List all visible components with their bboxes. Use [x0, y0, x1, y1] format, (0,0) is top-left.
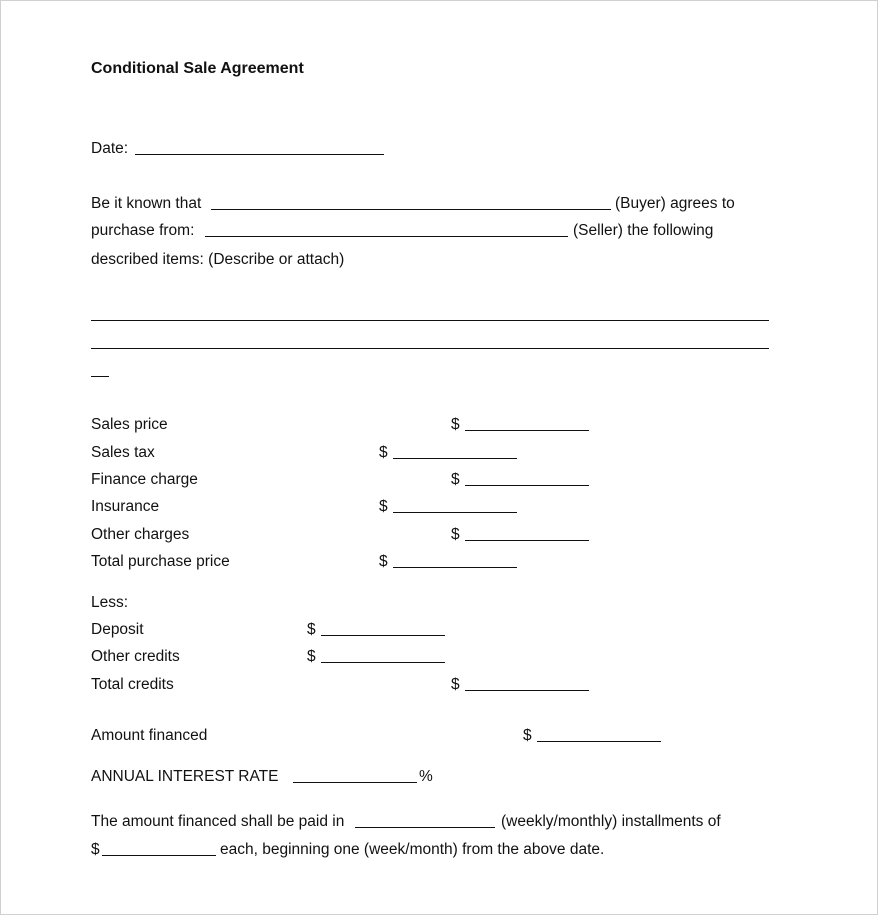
sales-price-field[interactable]: [465, 430, 589, 431]
described-items-text: described items: (Describe or attach): [91, 251, 345, 268]
interest-rate-percent: %: [419, 768, 433, 785]
payment-text-2: (weekly/monthly) installments of: [501, 813, 721, 830]
purchase-from-text: purchase from:: [91, 222, 195, 239]
amount-financed-field[interactable]: [537, 741, 661, 742]
other-charges-field[interactable]: [465, 540, 589, 541]
other-charges-label: Other charges: [91, 526, 190, 543]
insurance-label: Insurance: [91, 498, 160, 515]
installment-dollar: $: [91, 841, 100, 858]
insurance-field[interactable]: [393, 512, 517, 513]
installment-period-field[interactable]: [355, 827, 495, 828]
date-field[interactable]: [135, 154, 384, 155]
sales-tax-field[interactable]: [393, 458, 517, 459]
total-credits-field[interactable]: [465, 690, 589, 691]
be-it-known-text: Be it known that: [91, 195, 202, 212]
total-purchase-price-label: Total purchase price: [91, 553, 230, 570]
interest-rate-field[interactable]: [293, 782, 417, 783]
sales-price-label: Sales price: [91, 416, 168, 433]
sales-tax-label: Sales tax: [91, 444, 155, 461]
less-heading: Less:: [91, 594, 129, 611]
sales-tax-dollar: $: [379, 444, 388, 461]
deposit-label: Deposit: [91, 621, 144, 638]
amount-financed-dollar: $: [523, 727, 532, 744]
total-credits-dollar: $: [451, 676, 460, 693]
finance-charge-field[interactable]: [465, 485, 589, 486]
document-title: Conditional Sale Agreement: [91, 60, 304, 77]
description-line-1[interactable]: [91, 320, 769, 321]
other-charges-dollar: $: [451, 526, 460, 543]
seller-name-field[interactable]: [205, 236, 568, 237]
total-credits-label: Total credits: [91, 676, 174, 693]
amount-financed-label: Amount financed: [91, 727, 208, 744]
interest-rate-label: ANNUAL INTEREST RATE: [91, 768, 279, 785]
other-credits-label: Other credits: [91, 648, 180, 665]
seller-following-text: (Seller) the following: [573, 222, 714, 239]
other-credits-dollar: $: [307, 648, 316, 665]
total-purchase-price-field[interactable]: [393, 567, 517, 568]
deposit-field[interactable]: [321, 635, 445, 636]
sales-price-dollar: $: [451, 416, 460, 433]
insurance-dollar: $: [379, 498, 388, 515]
finance-charge-label: Finance charge: [91, 471, 198, 488]
buyer-agrees-text: (Buyer) agrees to: [615, 195, 735, 212]
description-line-3[interactable]: [91, 376, 109, 377]
description-line-2[interactable]: [91, 348, 769, 349]
total-purchase-price-dollar: $: [379, 553, 388, 570]
installment-amount-field[interactable]: [102, 855, 216, 856]
date-label: Date:: [91, 140, 129, 157]
finance-charge-dollar: $: [451, 471, 460, 488]
buyer-name-field[interactable]: [211, 209, 611, 210]
deposit-dollar: $: [307, 621, 316, 638]
payment-text-3: each, beginning one (week/month) from the above date.: [220, 841, 605, 858]
payment-text-1: The amount financed shall be paid in: [91, 813, 345, 830]
other-credits-field[interactable]: [321, 662, 445, 663]
